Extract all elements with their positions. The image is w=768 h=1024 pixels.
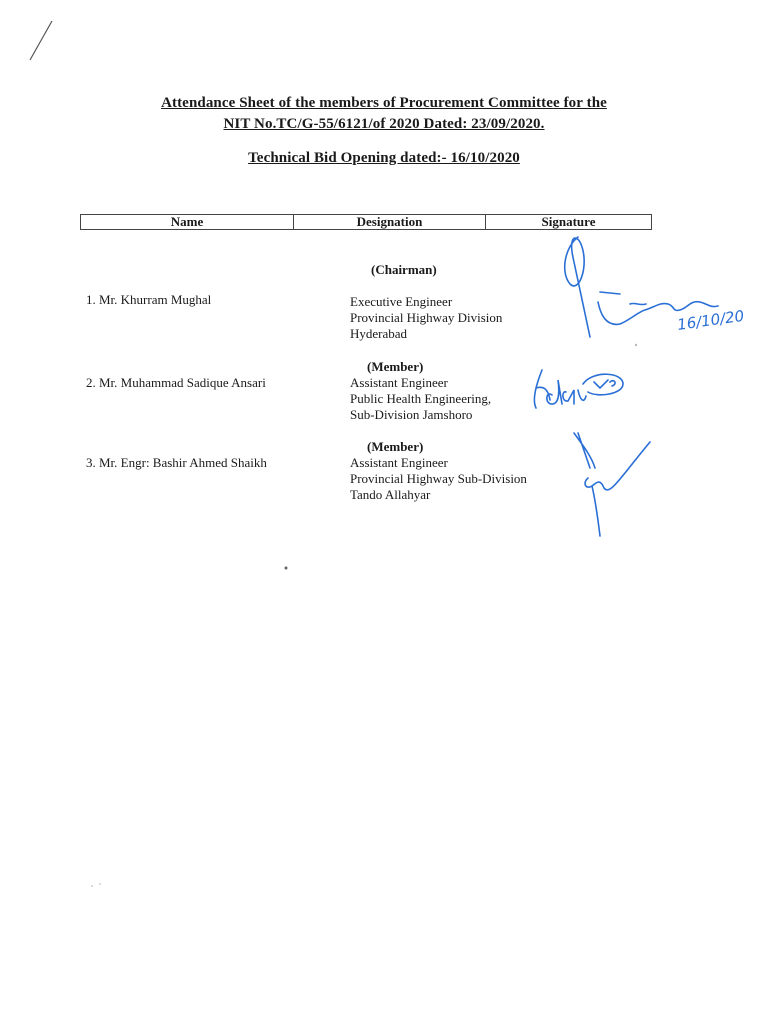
document-title-line-1: Attendance Sheet of the members of Procurement Committee for the [161,95,607,111]
member-2-role: (Member) [367,359,424,374]
header-designation: Designation [294,215,486,229]
member-3-name: 3. Mr. Engr: Bashir Ahmed Shaikh [86,455,267,470]
scan-speck [283,565,289,571]
member-2-name: 2. Mr. Muhammad Sadique Ansari [86,375,266,390]
document-title-line-2: NIT No.TC/G-55/6121/of 2020 Dated: 23/09/2020. [223,116,545,132]
header-signature: Signature [541,214,596,229]
member-2-designation: Assistant Engineer Public Health Engineering, Sub-Division Jamshoro [350,375,492,422]
header-name: Name [81,215,294,229]
signature-2 [528,360,638,420]
document-subtitle: Technical Bid Opening dated:- 16/10/2020 [248,150,520,166]
member-1-role: (Chairman) [371,262,437,277]
signature-1 [560,232,750,352]
signature-3 [570,428,660,540]
member-1-designation: Executive Engineer Provincial Highway Division Hyderabad [350,294,503,341]
member-1-name: 1. Mr. Khurram Mughal [86,292,212,307]
pen-stroke-mark [26,18,56,64]
table-header [80,214,652,230]
member-3-role: (Member) [367,439,424,454]
scan-speck [88,880,108,890]
member-3-designation: Assistant Engineer Provincial Highway Sub-Division Tando Allahyar [350,455,527,502]
scan-speck [633,342,639,348]
signature-1-date: 16/10/20 [676,306,746,334]
